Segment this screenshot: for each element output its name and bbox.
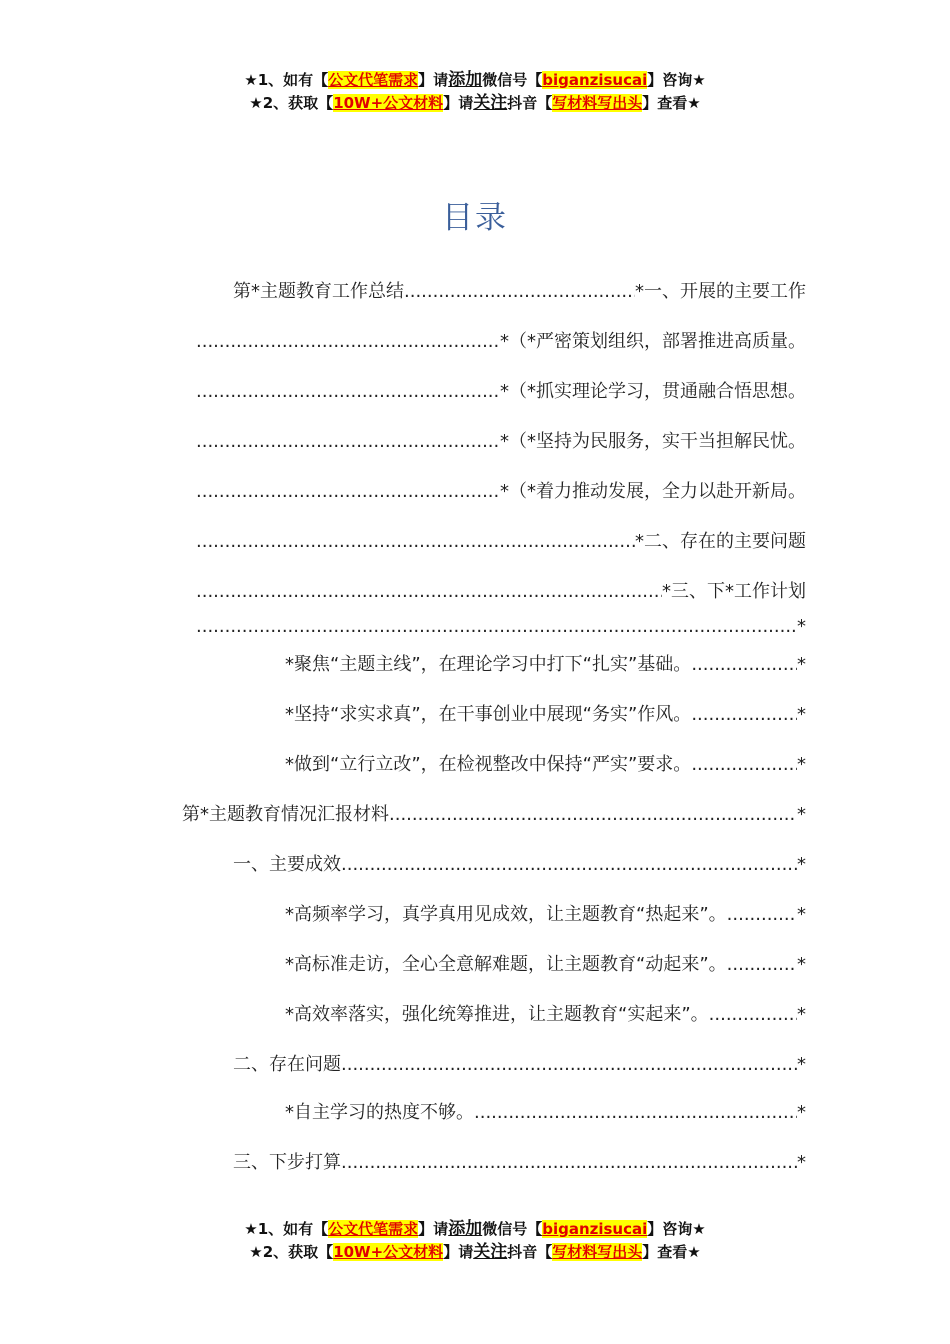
toc-entry[interactable] [233, 853, 806, 877]
toc-leader [727, 953, 797, 977]
toc-entry-text: *（*着力推动发展，全力以赴开新局。 [500, 481, 806, 502]
toc-entry[interactable] [233, 1053, 806, 1077]
banner-line-2 [0, 1241, 950, 1264]
toc-entry[interactable] [285, 903, 806, 927]
toc-entry[interactable] [196, 430, 806, 454]
banner-text: ★2、获取【 [249, 1243, 334, 1261]
toc-page-number: * [797, 804, 806, 825]
toc-entry[interactable] [233, 1151, 806, 1175]
toc-entry-text: *聚焦“主题主线”，在理论学习中打下“扎实”基础。 [285, 654, 692, 675]
top-banner [0, 69, 950, 115]
banner-text: 】咨询★ [647, 1220, 706, 1238]
toc-page-number: * [797, 616, 806, 637]
toc-entry[interactable] [196, 380, 806, 404]
toc-page-number: * [797, 754, 806, 775]
toc-leader [196, 380, 500, 404]
toc-entry-text: *做到“立行立改”，在检视整改中保持“严实”要求。 [285, 754, 692, 775]
toc-entry-text: *二、存在的主要问题 [635, 531, 806, 552]
toc-entry[interactable] [285, 1003, 806, 1027]
toc-entry-text: *（*抓实理论学习，贯通融合悟思想。 [500, 381, 806, 402]
banner-line-1 [0, 69, 950, 92]
banner-text: 】请 [418, 1220, 449, 1238]
toc-entry[interactable] [196, 615, 806, 639]
toc-leader [341, 1151, 797, 1175]
toc-entry[interactable] [196, 480, 806, 504]
banner-highlight: 10W+公文材料 [333, 94, 444, 112]
toc-leader [196, 330, 500, 354]
banner-highlight: biganzisucai [542, 1220, 648, 1238]
toc-leader [341, 853, 797, 877]
banner-highlight: 写材料写出头 [552, 94, 643, 112]
toc-entry[interactable] [196, 330, 806, 354]
banner-emphasis: 关注 [473, 93, 508, 113]
toc-leader [474, 1101, 797, 1125]
toc-leader [196, 615, 797, 639]
toc-leader [404, 280, 635, 304]
banner-text: ★1、如有【 [244, 1220, 329, 1238]
toc-page-number: * [797, 1004, 806, 1025]
toc-entry[interactable] [233, 280, 806, 304]
banner-text: ★2、获取【 [249, 94, 334, 112]
toc-entry-text: *坚持“求实求真”，在干事创业中展现“务实”作风。 [285, 704, 692, 725]
banner-text: 】请 [443, 94, 474, 112]
banner-emphasis: 添加 [448, 70, 483, 90]
toc-leader [727, 903, 797, 927]
toc-entry[interactable] [285, 753, 806, 777]
banner-text: 微信号【 [482, 1220, 543, 1238]
toc-leader [691, 753, 797, 777]
toc-page-number: * [797, 654, 806, 675]
toc-page-number: * [797, 1102, 806, 1123]
banner-highlight: 公文代笔需求 [328, 1220, 419, 1238]
toc-page-number: * [797, 904, 806, 925]
toc-entry-text: *（*坚持为民服务，实干当担解民忧。 [500, 431, 806, 452]
toc-entry[interactable] [196, 530, 806, 554]
banner-text: 微信号【 [482, 71, 543, 89]
banner-emphasis: 添加 [448, 1219, 483, 1239]
banner-text: 】查看★ [642, 94, 701, 112]
toc-leader [196, 480, 500, 504]
toc-entry[interactable] [285, 653, 806, 677]
banner-highlight: 10W+公文材料 [333, 1243, 444, 1261]
toc-entry-text: *高频率学习，真学真用见成效，让主题教育“热起来”。 [285, 904, 727, 925]
toc-leader [709, 1003, 797, 1027]
toc-page-number: * [797, 1054, 806, 1075]
toc-entry-text: 第*主题教育工作总结 [233, 281, 404, 302]
banner-highlight: 公文代笔需求 [328, 71, 419, 89]
toc-leader [196, 430, 500, 454]
toc-leader [341, 1053, 797, 1077]
banner-text: 】请 [443, 1243, 474, 1261]
toc-leader [691, 703, 797, 727]
toc-entry-text: *三、下*工作计划 [662, 581, 806, 602]
page-title: 目录 [442, 200, 508, 236]
toc-leader [196, 580, 662, 604]
banner-emphasis: 关注 [473, 1242, 508, 1262]
toc-entry-text: *自主学习的热度不够。 [285, 1102, 474, 1123]
banner-text: ★1、如有【 [244, 71, 329, 89]
toc-entry-text: 第*主题教育情况汇报材料 [182, 804, 389, 825]
toc-entry-text: *高标准走访，全心全意解难题，让主题教育“动起来”。 [285, 954, 727, 975]
toc-entry-text: *（*严密策划组织，部署推进高质量。 [500, 331, 806, 352]
banner-text: 抖音【 [507, 1243, 553, 1261]
toc-leader [389, 803, 797, 827]
toc-entry[interactable] [196, 580, 806, 604]
banner-text: 】请 [418, 71, 449, 89]
banner-line-1 [0, 1218, 950, 1241]
bottom-banner [0, 1218, 950, 1264]
toc-entry-text: *一、开展的主要工作 [635, 281, 806, 302]
toc-page-number: * [797, 854, 806, 875]
toc-page-number: * [797, 954, 806, 975]
toc-entry-text: *高效率落实，强化统筹推进，让主题教育“实起来”。 [285, 1004, 709, 1025]
banner-text: 抖音【 [507, 94, 553, 112]
toc-entry-text: 三、下步打算 [233, 1152, 341, 1173]
toc-page-number: * [797, 704, 806, 725]
toc-leader [691, 653, 797, 677]
banner-line-2 [0, 92, 950, 115]
toc-entry[interactable] [285, 703, 806, 727]
banner-text: 】查看★ [642, 1243, 701, 1261]
toc-leader [196, 530, 635, 554]
toc-entry[interactable] [285, 953, 806, 977]
banner-text: 】咨询★ [647, 71, 706, 89]
toc-entry-text: 二、存在问题 [233, 1054, 341, 1075]
toc-page-number: * [797, 1152, 806, 1173]
banner-highlight: 写材料写出头 [552, 1243, 643, 1261]
toc-entry[interactable] [182, 803, 806, 827]
toc-entry[interactable] [285, 1101, 806, 1125]
toc-entry-text: 一、主要成效 [233, 854, 341, 875]
banner-highlight: biganzisucai [542, 71, 648, 89]
